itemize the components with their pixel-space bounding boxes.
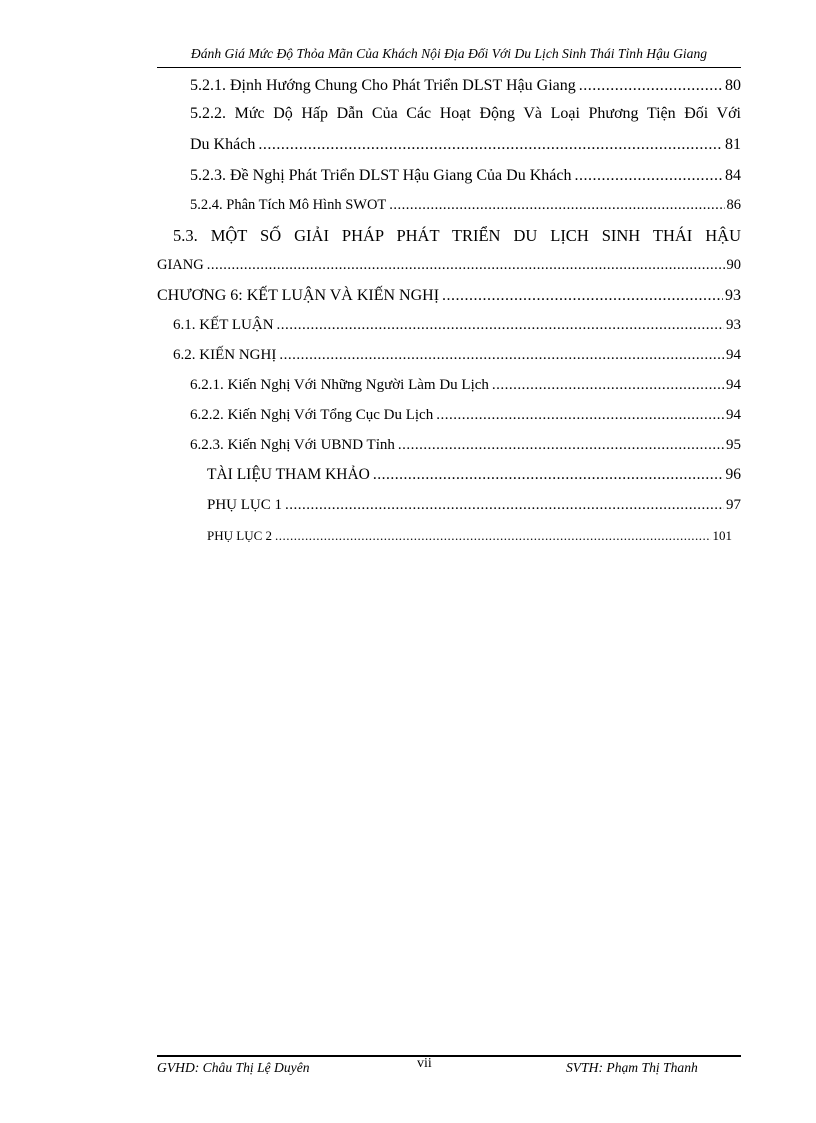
toc-entry-5-3[interactable] [173,226,741,246]
footer-rule [157,1055,741,1057]
toc-leader-dots [442,287,723,305]
toc-label: TÀI LIỆU THAM KHẢO [207,466,370,483]
toc-leader-dots [579,77,723,95]
toc-leader-dots [258,136,723,154]
toc-label: 6.1. KẾT LUẬN [173,317,274,333]
toc-leader-dots [436,407,724,424]
footer-student: SVTH: Phạm Thị Thanh [566,1060,698,1075]
toc-entry-5-2-2[interactable] [190,105,741,123]
toc-entry-5-2-1[interactable] [190,77,741,95]
toc-label: 5.2.4. Phân Tích Mô Hình SWOT [190,197,387,213]
toc-entry-6-2-2[interactable] [190,407,741,424]
toc-label: PHỤ LỤC 2 [207,528,273,543]
toc-entry-references[interactable] [207,466,741,484]
toc-leader-dots [207,257,725,274]
toc-label: 6.2.2. Kiến Nghị Với Tổng Cục Du Lịch [190,407,434,423]
toc-label: Du Khách [190,136,256,153]
toc-entry-appendix-2[interactable] [207,528,732,544]
toc-leader-dots [285,497,724,514]
toc-page-number: 84 [725,167,741,184]
toc-entry-6-1[interactable] [173,317,741,334]
toc-leader-dots [492,377,724,394]
toc-page-number: 93 [726,317,741,333]
toc-label: 6.2.1. Kiến Nghị Với Những Người Làm Du Lịch [190,377,489,393]
toc-leader-dots [275,528,710,544]
toc-label: PHỤ LỤC 1 [207,497,283,513]
running-header: Đánh Giá Mức Độ Thỏa Mãn Của Khách Nội Địa Đối Với Du Lịch Sinh Thái Tỉnh Hậu Giang [190,46,708,61]
toc-page-number: 101 [712,528,732,543]
header-rule [157,67,741,68]
toc-label: CHƯƠNG 6: KẾT LUẬN VÀ KIẾN NGHỊ [157,287,440,304]
footer-advisor: GVHD: Châu Thị Lệ Duyên [157,1060,310,1075]
toc-page-number: 97 [726,497,741,513]
toc-page-number: 95 [726,437,741,453]
toc-label: 6.2.3. Kiến Nghị Với UBND Tỉnh [190,437,395,453]
toc-entry-5-3-cont[interactable] [157,257,741,274]
toc-entry-6-2[interactable] [173,347,741,364]
toc-page-number: 93 [725,287,741,304]
toc-page-number: 90 [726,257,741,273]
toc-entry-appendix-1[interactable] [207,497,741,514]
toc-entry-5-2-2-cont[interactable] [190,136,741,154]
toc-entry-6-2-1[interactable] [190,377,741,394]
toc-label: 5.2.2. Mức Dộ Hấp Dẫn Của Các Hoạt Động Và Loại Phương Tiện Đối Với [190,105,741,122]
toc-entry-6-2-3[interactable] [190,437,741,454]
toc-label: 5.2.3. Đề Nghị Phát Triển DLST Hậu Giang Của Du Khách [190,167,572,184]
toc-page-number: 86 [726,197,741,213]
toc-label: 6.2. KIẾN NGHỊ [173,347,277,363]
toc-leader-dots [574,167,723,185]
toc-page-number: 96 [725,466,741,483]
toc-entry-chapter-6[interactable] [157,287,741,305]
toc-label: GIANG [157,257,204,273]
toc-leader-dots [389,197,724,214]
toc-page-number: 94 [726,347,741,363]
toc-label: 5.3. MỘT SỐ GIẢI PHÁP PHÁT TRIỂN DU LỊCH SINH THÁI HẬU [173,226,741,245]
toc-leader-dots [277,317,724,334]
toc-page-number: 94 [726,377,741,393]
toc-leader-dots [398,437,724,454]
toc-page-number: 94 [726,407,741,423]
toc-page-number: 80 [725,77,741,94]
footer-page-number: vii [417,1056,432,1071]
toc-label: 5.2.1. Định Hướng Chung Cho Phát Triển DLST Hậu Giang [190,77,576,94]
toc-page-number: 81 [725,136,741,153]
toc-leader-dots [279,347,724,364]
toc-entry-5-2-3[interactable] [190,167,741,185]
toc-leader-dots [373,466,724,484]
toc-entry-5-2-4[interactable] [190,197,741,214]
